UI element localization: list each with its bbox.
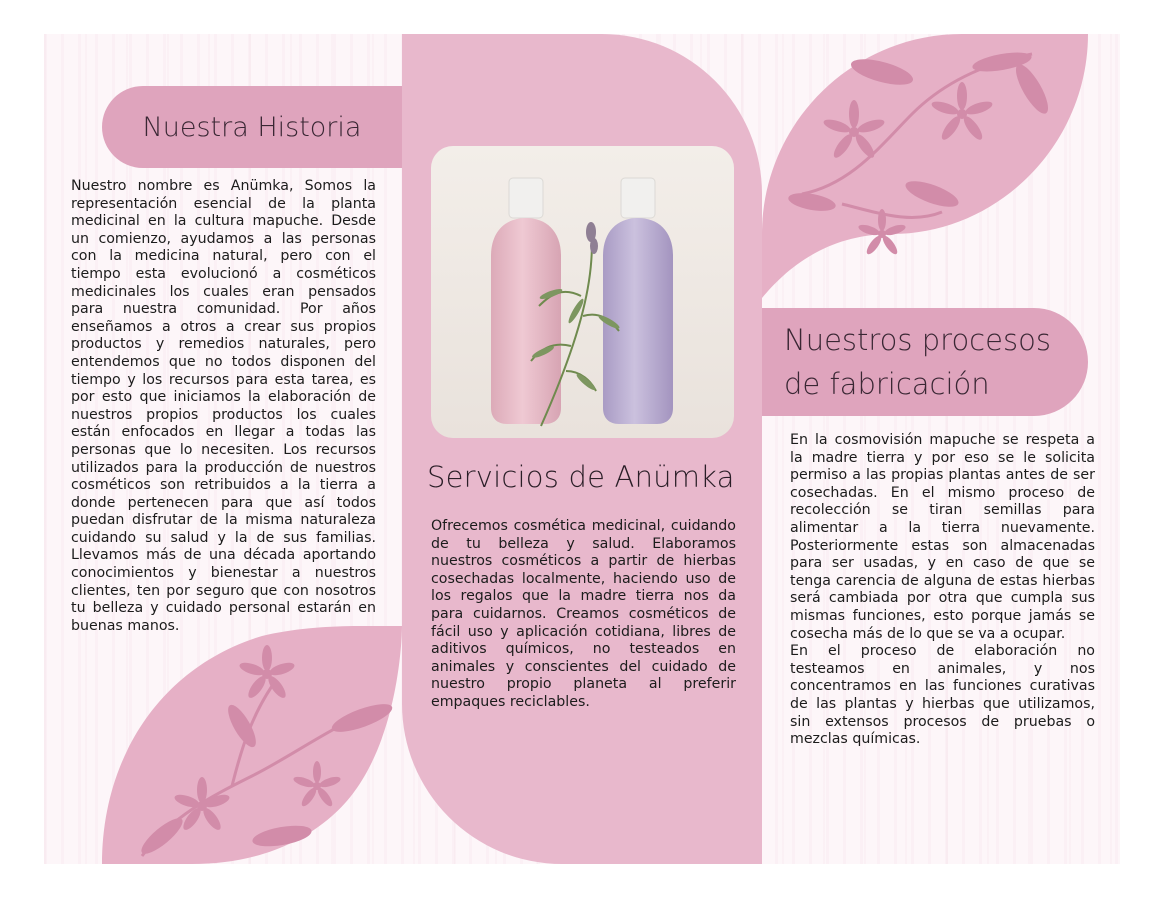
- process-title-line2: de fabricación: [784, 367, 990, 401]
- process-paragraph-1: En la cosmovisión mapuche se respeta a la madre tierra y por eso se le solicita permiso a las propias plantas antes de ser cosechadas. En el mismo proceso de recolección se tiran semillas para alimentar a la tierra nuevamente. Posteriormente estas son almacenadas para ser usadas, y en caso de que se tenga carencia de alguna de estas hierbas será cambiada por otra que cumpla sus mismas funciones, esto porque jamás se cosecha más de lo que se va a ocupar.: [790, 432, 1095, 642]
- history-title-text: Nuestra Historia: [142, 111, 362, 143]
- leaf-decoration-bottom-left: [102, 626, 402, 864]
- process-body: [790, 432, 1095, 749]
- history-body: Nuestro nombre es Anümka, Somos la representación esencial de la planta medicinal en la cultura mapuche. Desde un comienzo, ayudamos a las personas con la medicina natural, pero con el tiempo esta evolucionó a cosméticos medicinales los cuales eran pensados para nuestra comunidad. Por años enseñamos a otros a crear sus propios productos y remedios naturales, pero entendemos que no todos disponen del tiempo y los recursos para esta tarea, es por esto que iniciamos la elaboración de nuestros propios productos los cuales están enfocados en llegar a todas las personas que lo necesiten. Los recursos utilizados para la producción de nuestros cosméticos son retribuidos a la tierra a donde pertenecen para que así todos puedan disfrutar de la misma naturaleza cuidando su salud y la de sus familias. Llevamos más de una década aportando conocimientos y bienestar a nuestros clientes, ten por seguro que con nosotros tu belleza y cuidado personal estarán en buenas manos.: [71, 178, 376, 634]
- process-paragraph-2: En el proceso de elaboración no testeamos en animales, y nos concentramos en las funciones curativas de las plantas y hierbas que utilizamos, sin extensos procesos de pruebas o mezclas químicas.: [790, 643, 1095, 748]
- services-body: Ofrecemos cosmética medicinal, cuidando de tu belleza y salud. Elaboramos nuestros cosméticos a partir de hierbas cosechadas localmente, haciendo uso de los regalos que la madre tierra nos da para cuidarnos. Creamos cosméticos de fácil uso y aplicación cotidiana, libres de aditivos químicos, no testeados en animales y conscientes del cuidado de nuestro propio planeta al preferir empaques reciclables.: [431, 518, 736, 710]
- history-title: [102, 86, 402, 168]
- process-title: [762, 308, 1088, 416]
- process-title-line1: Nuestros procesos: [784, 323, 1051, 357]
- services-title: Servicios de Anümka: [427, 460, 735, 494]
- product-photo: [431, 146, 734, 438]
- leaf-decoration-top-right: [762, 34, 1088, 298]
